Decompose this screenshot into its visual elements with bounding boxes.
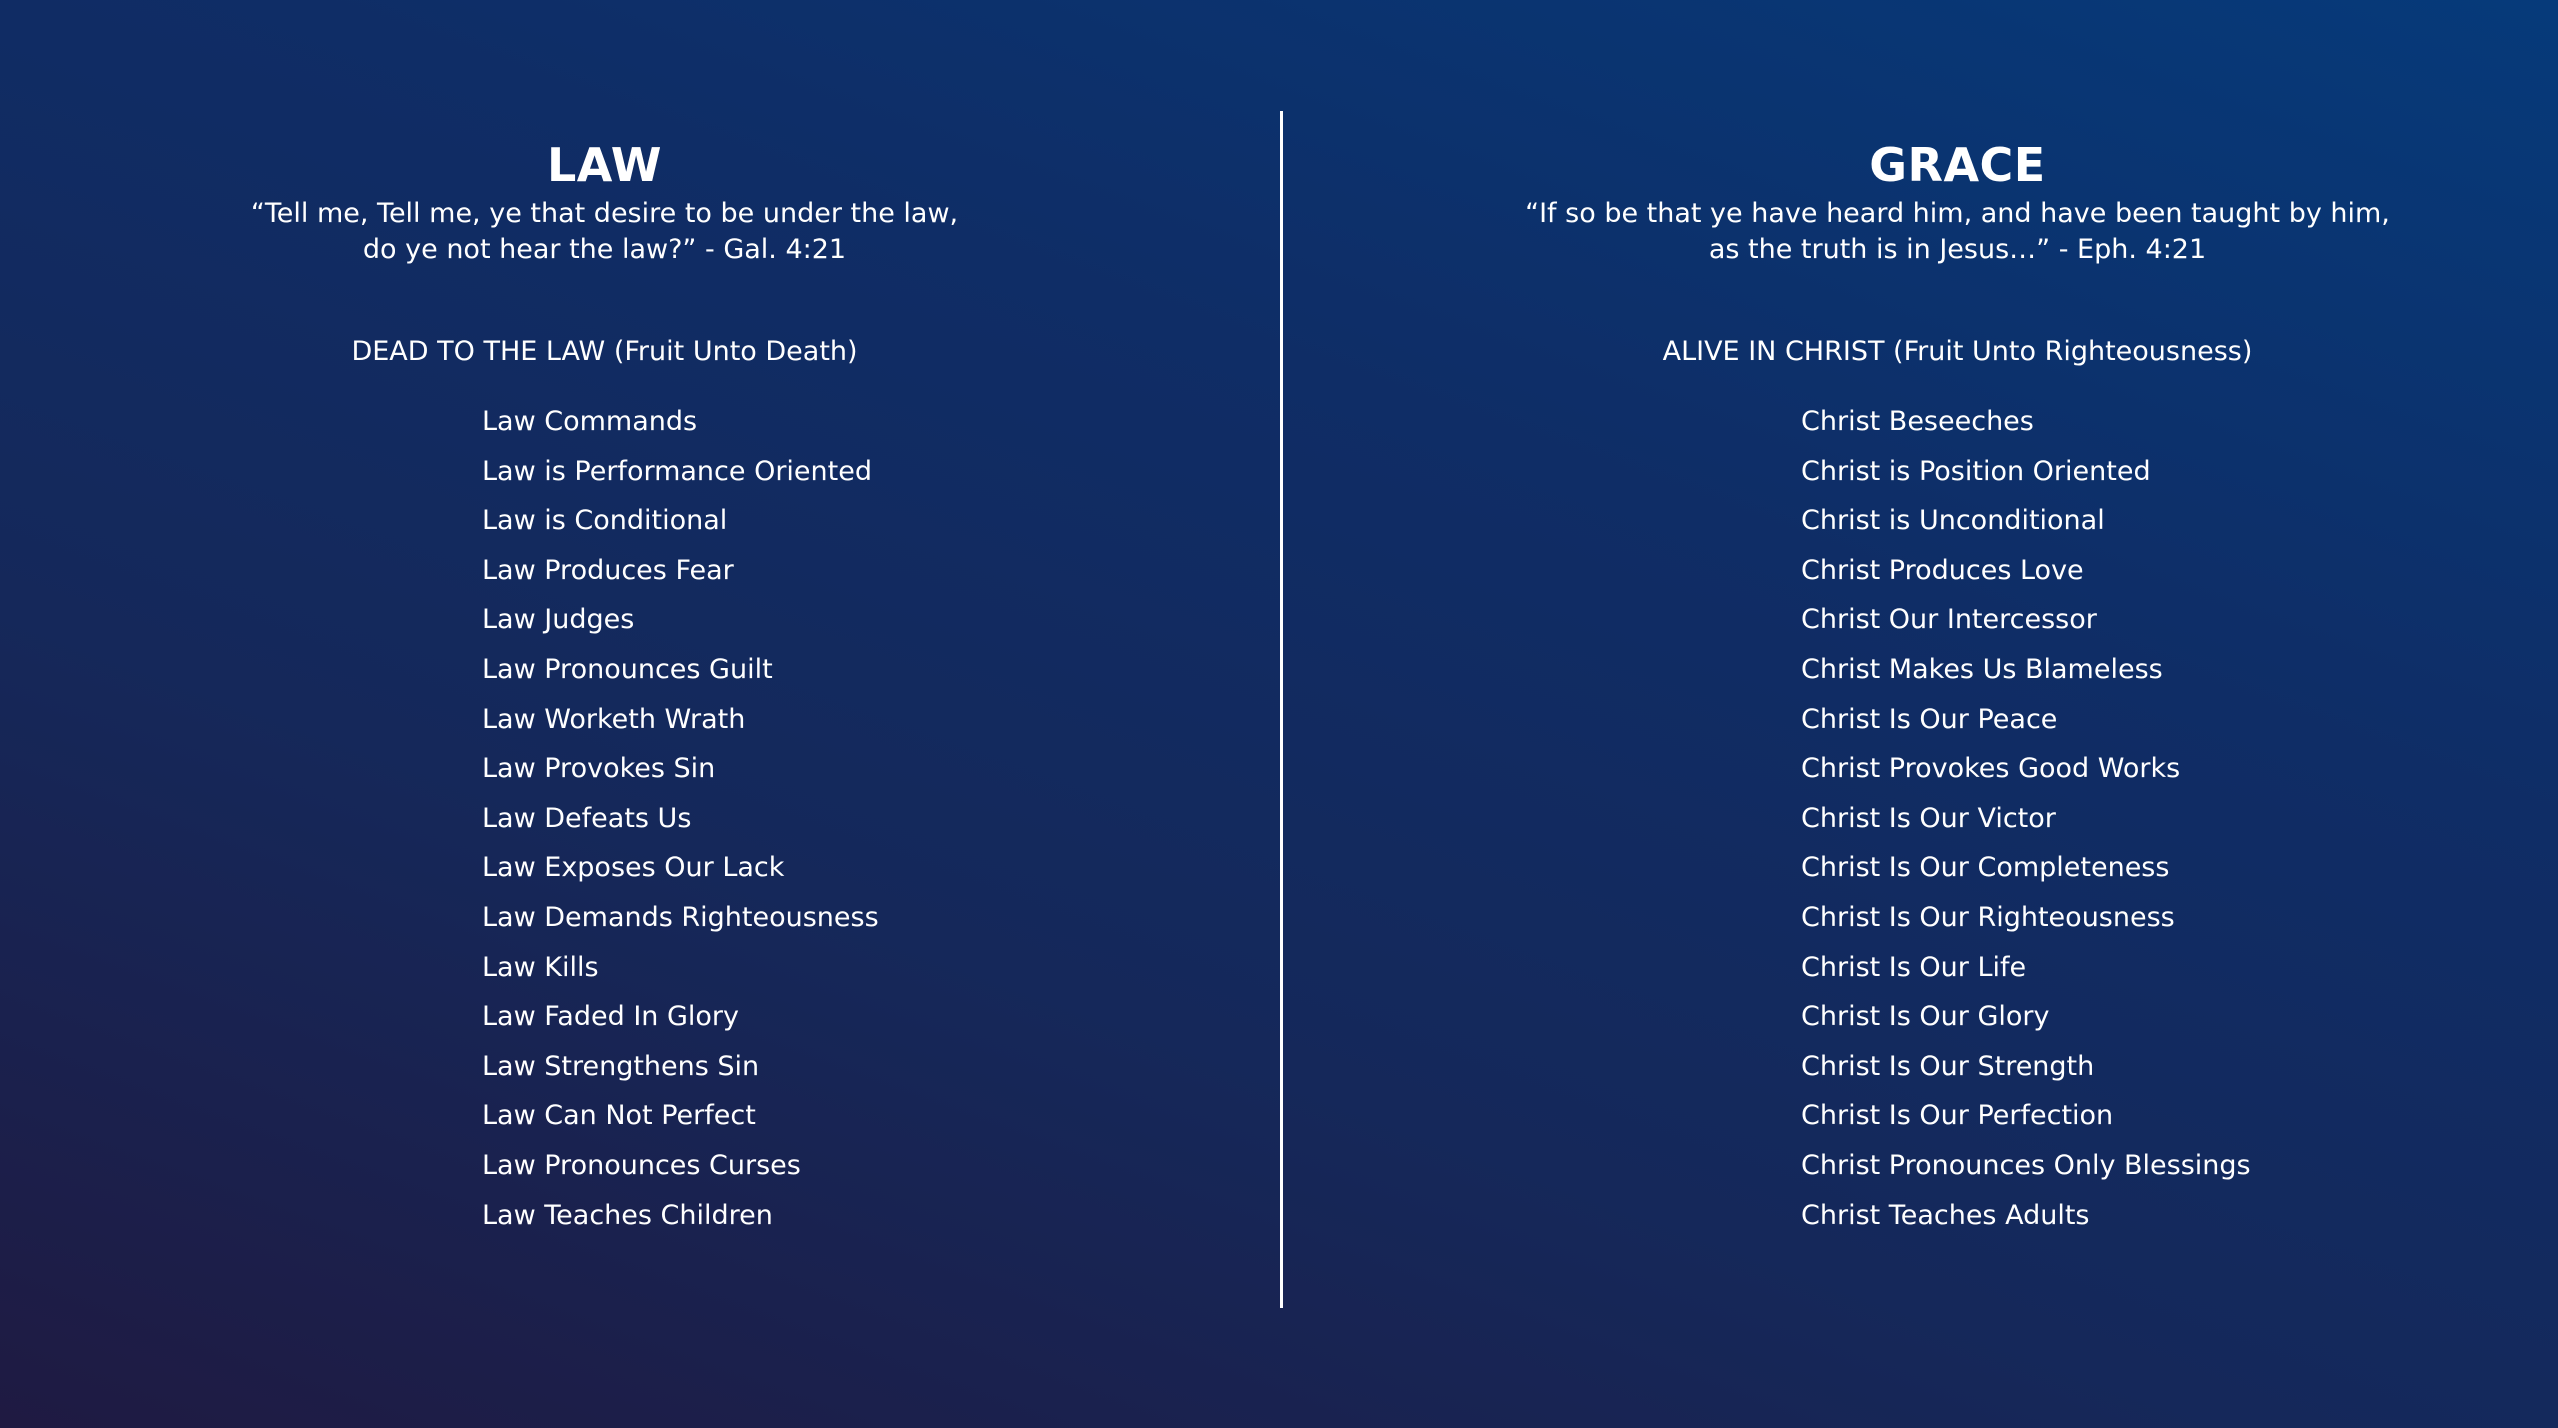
law-list [482,402,879,1245]
grace-list-item: Christ Is Our Perfection [1801,1100,2114,1132]
law-list-item: Law Commands [482,406,698,437]
grace-list-item: Christ Produces Love [1801,554,2084,586]
grace-scripture-quote [1357,196,2558,268]
law-list-item: Law Defeats Us [482,802,692,834]
grace-list-item: Christ is Position Oriented [1801,455,2151,487]
grace-list-item: Christ Pronounces Only Blessings [1801,1149,2251,1181]
law-list-item: Law Kills [482,951,599,983]
grace-quote-line-1: “If so be that ye have heard him, and have been taught by him, [1525,198,2390,229]
grace-title: GRACE [1869,138,2046,192]
law-list-item: Law Provokes Sin [482,753,716,785]
law-column [0,0,1209,1428]
law-list-item: Law Teaches Children [482,1199,773,1231]
grace-list-item: Christ is Unconditional [1801,505,2105,537]
grace-quote-line-2: as the truth is in Jesus…” - Eph. 4:21 [1708,234,2207,265]
law-list-item: Law Faded In Glory [482,1001,740,1033]
grace-list-item: Christ Is Our Victor [1801,802,2056,834]
law-list-item: Law is Performance Oriented [482,455,872,487]
law-list-item: Law Produces Fear [482,554,734,586]
law-quote-line-2: do ye not hear the law?” - Gal. 4:21 [362,234,847,265]
grace-list-item: Christ Our Intercessor [1801,604,2097,636]
law-scripture-quote [0,196,1209,268]
law-list-item: Law Pronounces Guilt [482,653,773,685]
law-list-item: Law Strengthens Sin [482,1050,760,1082]
grace-list-item: Christ Is Our Peace [1801,703,2058,735]
grace-list-item: Christ Beseeches [1801,406,2034,437]
grace-column [1357,0,2558,1428]
law-list-item: Law Exposes Our Lack [482,852,785,884]
grace-subheading: ALIVE IN CHRIST (Fruit Unto Righteousness) [1662,336,2253,367]
grace-list-item: Christ Is Our Righteousness [1801,901,2175,933]
grace-list [1801,402,2251,1245]
law-list-item: Law Can Not Perfect [482,1100,756,1132]
grace-list-item: Christ Provokes Good Works [1801,753,2181,785]
grace-list-item: Christ Is Our Glory [1801,1001,2050,1033]
law-quote-line-1: “Tell me, Tell me, ye that desire to be under the law, [250,198,959,229]
grace-list-item: Christ Is Our Completeness [1801,852,2170,884]
grace-list-item: Christ Makes Us Blameless [1801,653,2163,685]
law-list-item: Law Worketh Wrath [482,703,746,735]
law-list-item: Law Pronounces Curses [482,1149,801,1181]
grace-list-item: Christ Teaches Adults [1801,1199,2090,1231]
law-subheading: DEAD TO THE LAW (Fruit Unto Death) [351,336,858,367]
column-divider [1280,111,1283,1308]
law-title: LAW [546,138,663,192]
law-list-item: Law is Conditional [482,505,728,537]
grace-list-item: Christ Is Our Strength [1801,1050,2095,1082]
law-list-item: Law Demands Righteousness [482,901,879,933]
law-list-item: Law Judges [482,604,635,636]
grace-list-item: Christ Is Our Life [1801,951,2027,983]
